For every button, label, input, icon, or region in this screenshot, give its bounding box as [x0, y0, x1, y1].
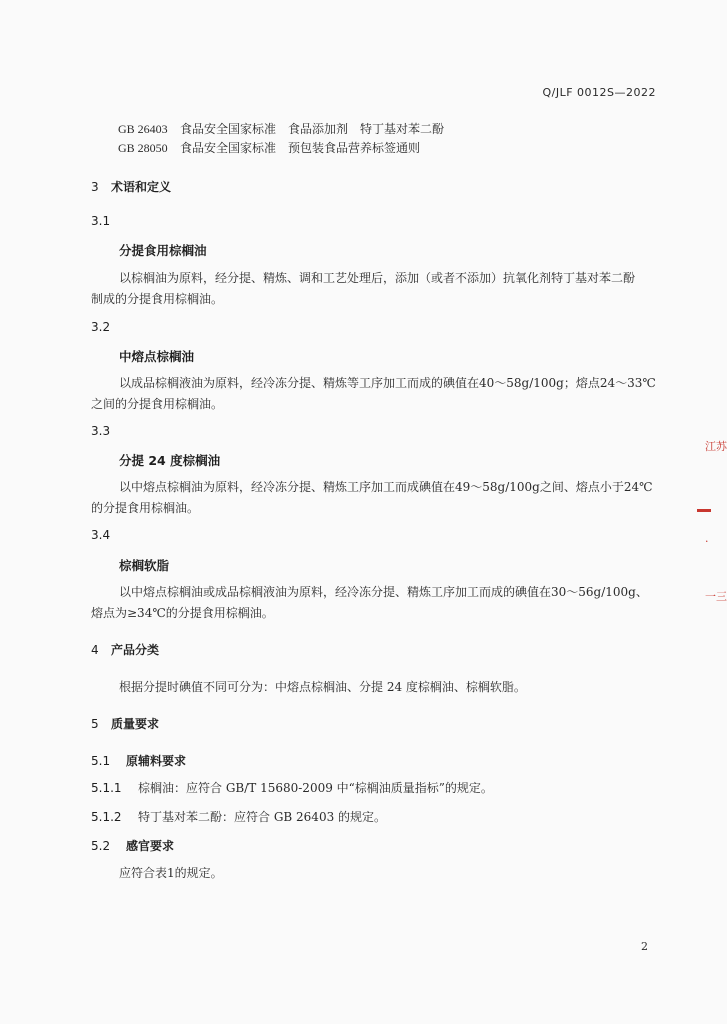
definition-text: 之间的分提食用棕榈油。: [91, 397, 224, 411]
definition-text: 以棕榈油为原料，经分提、精炼、调和工艺处理后，添加（或者不添加）抗氧化剂特丁基对苯二酚: [119, 271, 636, 285]
section-title: 术语和定义: [111, 180, 172, 194]
definition-text: 以中熔点棕榈油或成品棕榈液油为原料，经冷冻分提、精炼工序加工而成的碘值在30～56g/100g、: [119, 585, 648, 599]
section-number: 4: [91, 643, 99, 657]
definition-text: 以成品棕榈液油为原料，经冷冻分提、精炼等工序加工而成的碘值在40～58g/100g；熔点24～33℃: [119, 376, 656, 390]
term-title: 分提 24 度棕榈油: [119, 453, 221, 468]
definition-text: 熔点为≥34℃的分提食用棕榈油。: [91, 606, 274, 620]
clause-number: 3.3: [91, 424, 111, 438]
subsection-number: 5.2: [91, 839, 111, 853]
reference-title: 食品安全国家标准 预包装食品营养标签通则: [180, 141, 421, 155]
stamp-fragment: ·: [705, 535, 709, 548]
requirement-text: 特丁基对苯二酚：应符合 GB 26403 的规定。: [138, 810, 387, 824]
reference-code: GB 28050: [118, 141, 168, 155]
section-number: 3: [91, 180, 99, 194]
clause-number: 3.4: [91, 528, 111, 542]
term-title: 中熔点棕榈油: [119, 349, 195, 364]
section-title: 质量要求: [111, 717, 160, 731]
page-number: 2: [641, 940, 648, 953]
clause-number: 3.1: [91, 214, 111, 228]
stamp-mark: [697, 509, 711, 512]
section-title: 产品分类: [111, 643, 160, 657]
requirement-item: [91, 779, 493, 796]
clause-number: 3.2: [91, 320, 111, 334]
subsection-heading: [91, 752, 186, 769]
section-heading: [91, 715, 159, 732]
subsection-number: 5.1: [91, 754, 111, 768]
requirement-number: 5.1.2: [91, 810, 122, 824]
term-title: 棕榈软脂: [119, 558, 170, 573]
subsection-title: 感官要求: [126, 839, 175, 853]
document-code: Q/JLF 0012S—2022: [542, 86, 656, 99]
reference-code: GB 26403: [118, 122, 168, 136]
section-heading: [91, 178, 171, 195]
requirement-text: 棕榈油：应符合 GB/T 15680-2009 中“棕榈油质量指标”的规定。: [138, 781, 493, 795]
section-heading: [91, 641, 159, 658]
requirement-item: [91, 808, 386, 825]
definition-text: 的分提食用棕榈油。: [91, 501, 200, 515]
reference-title: 食品安全国家标准 食品添加剂 特丁基对苯二酚: [180, 122, 445, 136]
definition-text: 以中熔点棕榈油为原料，经冷冻分提、精炼工序加工而成碘值在49～58g/100g之间、熔点小于24℃: [119, 480, 653, 494]
classification-text: 根据分提时碘值不同可分为：中熔点棕榈油、分提 24 度棕榈油、棕榈软脂。: [119, 680, 526, 694]
stamp-fragment: 江苏: [705, 440, 727, 453]
requirement-number: 5.1.1: [91, 781, 122, 795]
sensory-requirement-text: 应符合表1的规定。: [119, 866, 223, 880]
section-number: 5: [91, 717, 99, 731]
stamp-fragment: 一三: [705, 590, 727, 603]
definition-text: 制成的分提食用棕榈油。: [91, 292, 224, 306]
reference-item: [118, 120, 444, 137]
reference-item: [118, 139, 420, 156]
subsection-title: 原辅料要求: [126, 754, 187, 768]
term-title: 分提食用棕榈油: [119, 243, 207, 258]
subsection-heading: [91, 837, 174, 854]
